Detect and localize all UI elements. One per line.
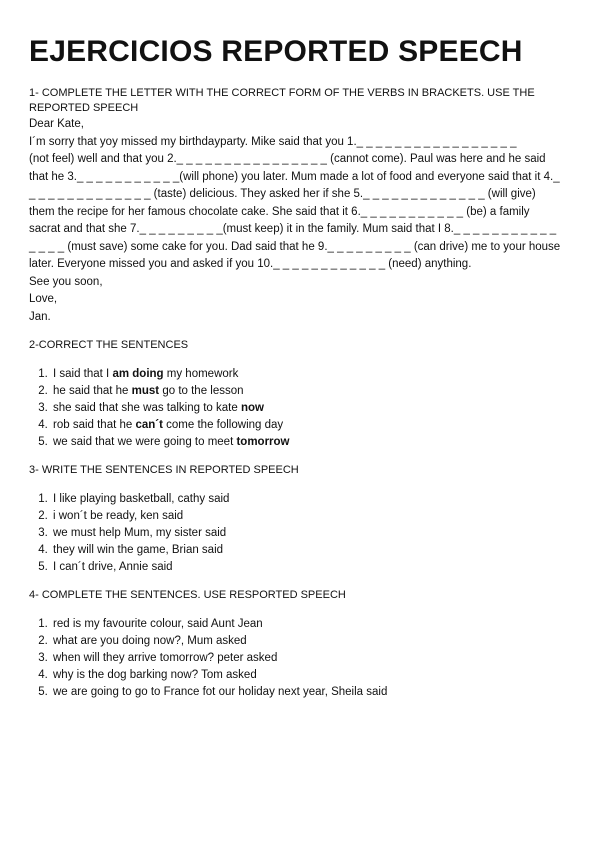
item-bold-text: tomorrow	[236, 436, 290, 448]
list-item: 5. we are going to go to France fot our holiday next year, Sheila said	[51, 684, 564, 701]
list-item: 2. i won´t be ready, ken said	[51, 508, 564, 525]
letter-signature: Jan.	[29, 310, 51, 323]
section-4-heading: 4- COMPLETE THE SENTENCES. USE RESPORTED SPEECH	[29, 589, 346, 601]
list-item: 4. why is the dog barking now? Tom asked	[51, 667, 564, 684]
list-item	[51, 383, 564, 400]
item-text: I said that I	[53, 368, 113, 380]
list-item: 3. we must help Mum, my sister said	[51, 525, 564, 542]
item-text: go to the lesson	[159, 385, 244, 397]
page-title: EJERCICIOS REPORTED SPEECH	[29, 35, 523, 68]
section-3	[29, 463, 564, 576]
letter-closing-1: See you soon,	[29, 275, 103, 288]
item-text: come the following day	[162, 419, 284, 431]
list-item: 4. they will win the game, Brian said	[51, 542, 564, 559]
list-item: 5. I can´t drive, Annie said	[51, 559, 564, 576]
list-item: 1. red is my favourite colour, said Aunt Jean	[51, 616, 564, 633]
item-text: rob said that he	[53, 419, 136, 431]
list-item	[51, 417, 564, 434]
section-4	[29, 588, 564, 701]
item-text: she said that she was talking to kate	[53, 402, 241, 414]
section-4-list	[29, 616, 564, 701]
item-bold-text: now	[240, 402, 264, 414]
list-item: 2. what are you doing now?, Mum asked	[51, 633, 564, 650]
section-2-heading: 2-CORRECT THE SENTENCES	[29, 339, 189, 351]
item-text: he said that he	[53, 385, 132, 397]
list-item	[51, 400, 564, 417]
letter-greeting: Dear Kate,	[29, 118, 84, 130]
section-1-heading: 1- COMPLETE THE LETTER WITH THE CORRECT FORM OF THE VERBS IN BRACKETS. USE THE REPORTED SPEECH	[29, 87, 535, 114]
list-item: 3. when will they arrive tomorrow? peter asked	[51, 650, 564, 667]
item-bold-text: must	[131, 385, 160, 397]
list-item	[51, 366, 564, 383]
section-2	[29, 338, 564, 451]
item-bold-text: can´t	[135, 419, 163, 431]
item-text: my homework	[163, 368, 239, 380]
section-1	[29, 86, 564, 326]
letter-paragraph: (not feel) well and that you 2._ _ _ _ _ _ _ _ _ _ _ _ _ _ _ _ (cannot come). Paul was here and he said that he 3._ _ _ _ _ _ _ _ _ _ _(will phone) you later. Mum made a lot of food and everyone said that it 4._ _ _ _ _ _ _ _ _ _ _ _ _ _ (taste) delicious. They asked her if she 5._ _ _ _ _ _ _ _ _ _ _ _ _ (will give) them the recipe for her famous chocolate cake. She said that it 6._ _ _ _ _ _ _ _ _ _ _ (be) a family sacrat and that she 7._ _ _ _ _ _ _ _ _(must keep) it in the family. Mum said that I 8._ _ _ _ _ _ _ _ _ _ _ _ _ _ _ (must save) some cake for you. Dad said that he 9._ _ _ _ _ _ _ _ _ (can drive) me to your house later. Everyone missed you and asked if you 10._ _ _ _ _ _ _ _ _ _ _ _ (need) anything.	[29, 153, 561, 270]
section-3-list	[29, 491, 564, 576]
item-text: we said that we were going to meet	[53, 436, 237, 448]
item-bold-text: am doing	[112, 368, 164, 380]
letter-closing-2: Love,	[29, 293, 58, 305]
letter-line-1: I´m sorry that yoy missed my birthdayparty. Mike said that you 1._ _ _ _ _ _ _ _ _ _ _ _ _ _ _ _ _	[29, 135, 517, 148]
section-3-heading: 3- WRITE THE SENTENCES IN REPORTED SPEECH	[29, 464, 299, 476]
list-item	[51, 434, 564, 451]
list-item: 1. I like playing basketball, cathy said	[51, 491, 564, 508]
section-2-list	[29, 366, 564, 451]
